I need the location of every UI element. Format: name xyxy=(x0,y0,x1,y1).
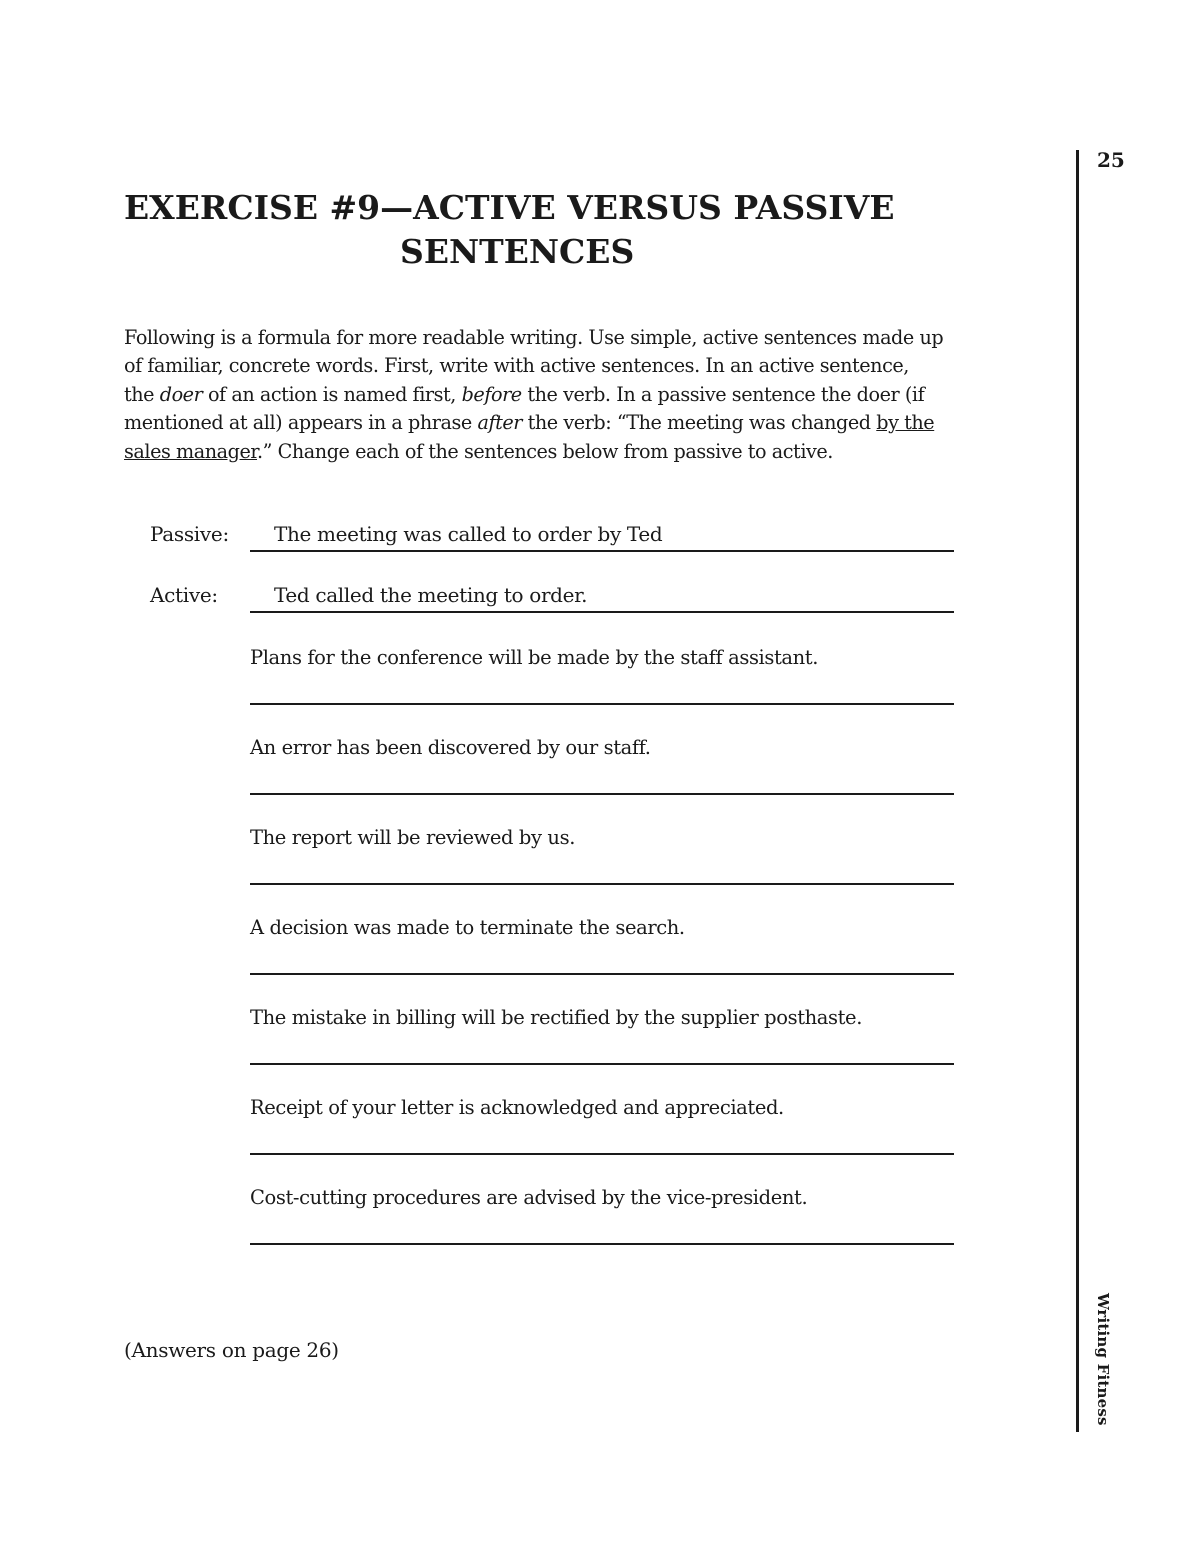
exercise-sentence: An error has been discovered by our staff. xyxy=(250,736,651,759)
active-label: Active: xyxy=(150,583,218,607)
intro-part-3: the verb. In a passive sentence the doer (if mentioned at all) appears in a phrase xyxy=(124,382,925,435)
answer-line[interactable] xyxy=(250,1243,954,1245)
active-example-field xyxy=(250,583,954,613)
running-footer: Writing Fitness xyxy=(1094,1293,1112,1426)
answer-line[interactable] xyxy=(250,703,954,705)
intro-part-4: the verb: “The meeting was changed xyxy=(521,411,877,435)
intro-part-2: of an action is named first, xyxy=(202,382,462,406)
intro-emphasis-before: before xyxy=(461,382,522,406)
answer-line[interactable] xyxy=(250,1153,954,1155)
exercise-sentence: The mistake in billing will be rectified by the supplier posthaste. xyxy=(250,1006,862,1029)
passive-label: Passive: xyxy=(150,522,229,546)
exercise-item-7 xyxy=(250,1186,954,1209)
exercise-item-2 xyxy=(250,736,954,759)
passive-example-text: The meeting was called to order by Ted xyxy=(274,522,663,546)
margin-rule xyxy=(1076,150,1079,1432)
exercise-sentence: Cost-cutting procedures are advised by the vice-president. xyxy=(250,1186,808,1209)
title-line-2: SENTENCES xyxy=(400,232,635,271)
exercise-sentence: Plans for the conference will be made by the staff assistant. xyxy=(250,646,819,669)
page-title xyxy=(124,186,944,274)
answer-line[interactable] xyxy=(250,883,954,885)
exercise-item-1 xyxy=(250,646,954,669)
page-number: 25 xyxy=(1097,148,1125,172)
answer-line[interactable] xyxy=(250,793,954,795)
exercise-sentence: A decision was made to terminate the search. xyxy=(250,916,685,939)
intro-part-5: .” Change each of the sentences below from passive to active. xyxy=(257,439,833,463)
exercise-item-5 xyxy=(250,1006,954,1029)
answer-line[interactable] xyxy=(250,973,954,975)
exercise-item-4 xyxy=(250,916,954,939)
intro-underlined-phrase: by the sales manager xyxy=(124,411,935,463)
intro-emphasis-after: after xyxy=(477,411,522,435)
intro-paragraph xyxy=(124,324,944,466)
intro-part-1: Following is a formula for more readable writing. Use simple, active sentences made up of familiar, concrete words. First, write with active sentences. In an active sentence, the xyxy=(124,326,944,406)
title-line-1: EXERCISE #9—ACTIVE VERSUS PASSIVE xyxy=(124,188,895,227)
exercise-item-3 xyxy=(250,826,954,849)
exercise-sentence: Receipt of your letter is acknowledged and appreciated. xyxy=(250,1096,784,1119)
exercise-sentence: The report will be reviewed by us. xyxy=(250,826,575,849)
answer-line[interactable] xyxy=(250,1063,954,1065)
active-example-text: Ted called the meeting to order. xyxy=(274,583,588,607)
exercise-item-6 xyxy=(250,1096,954,1119)
passive-example-field xyxy=(250,522,954,552)
intro-emphasis-doer: doer xyxy=(159,382,203,406)
answers-note: (Answers on page 26) xyxy=(124,1338,339,1362)
